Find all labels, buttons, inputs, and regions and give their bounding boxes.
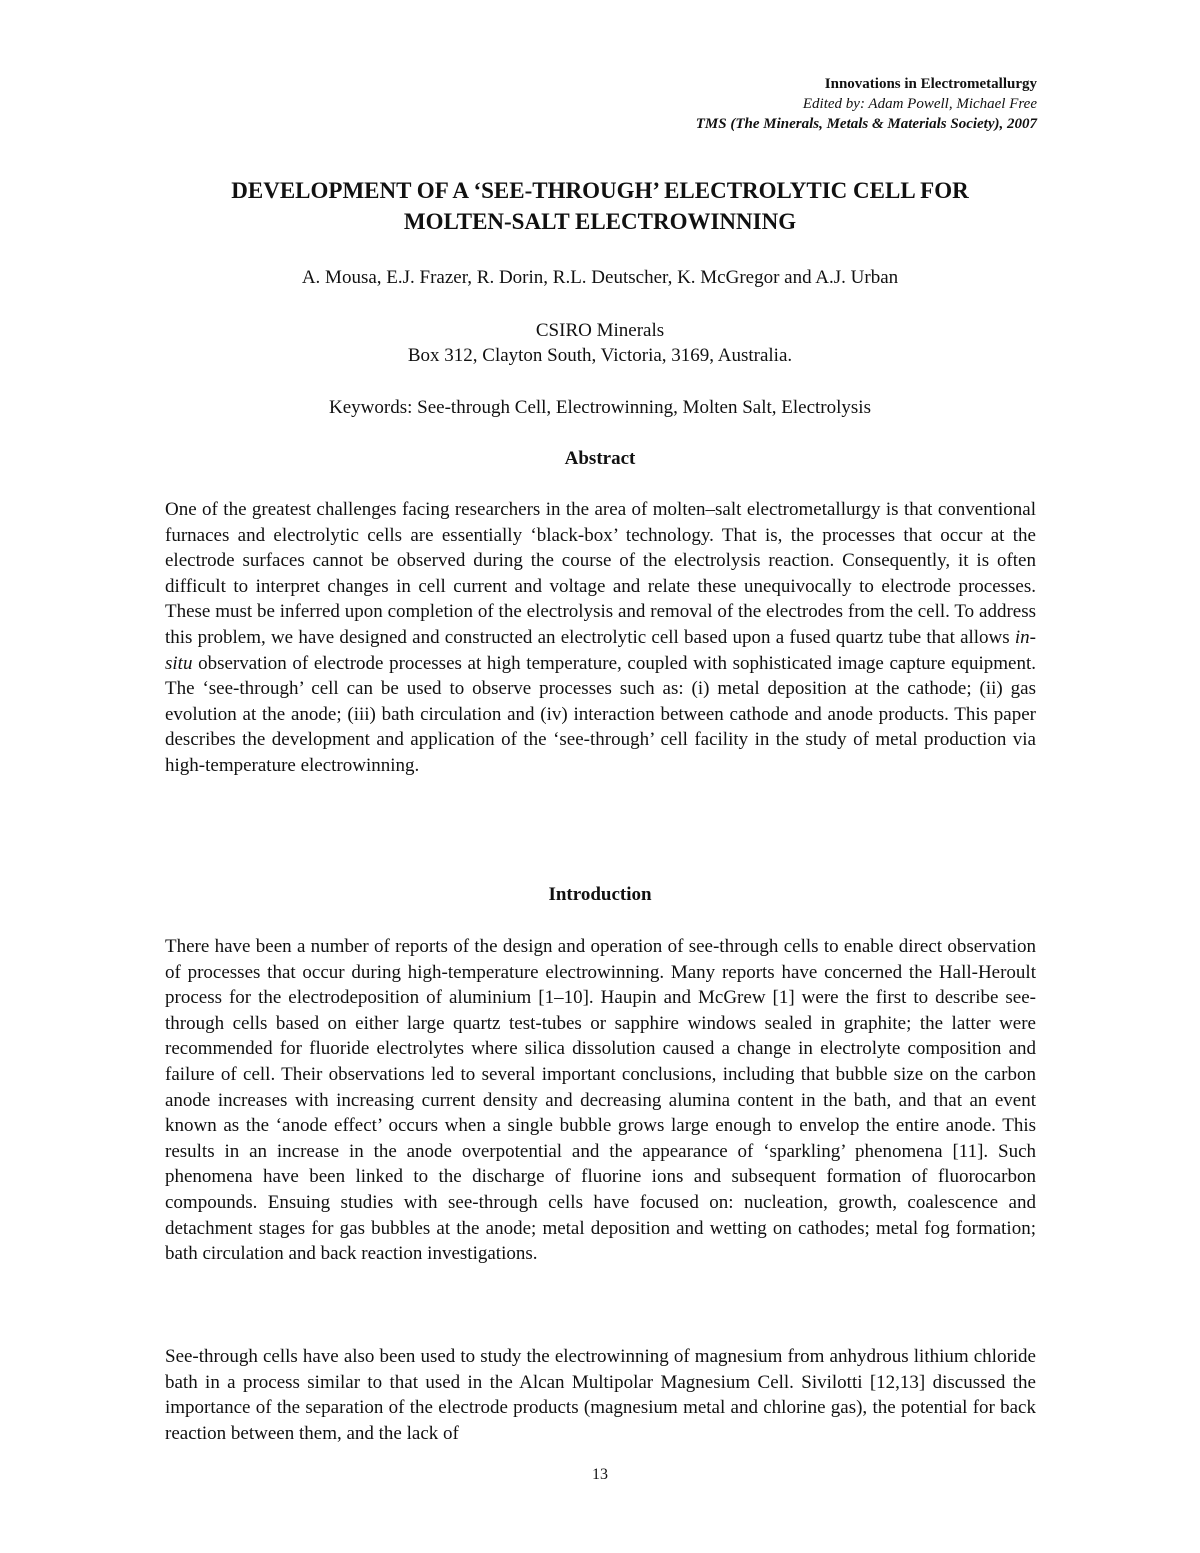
keywords: Keywords: See-through Cell, Electrowinning, Molten Salt, Electrolysis (329, 397, 871, 418)
page-number: 13 (592, 1466, 608, 1483)
abstract-heading: Abstract (564, 448, 636, 469)
introduction-paragraph-2: See-through cells have also been used to study the electrowinning of magnesium from anhydrous lithium chloride bath in a process similar to that used in the Alcan Multipolar Magnesium Cell. Sivilotti [12,13] discussed the importance of the separation of the electrode products (magnesium metal and chlorine gas), the potential for back reaction between them, and the lack of (165, 1346, 1036, 1444)
editors: Edited by: Adam Powell, Michael Free (802, 96, 1037, 112)
introduction-heading: Introduction (548, 884, 652, 905)
authors: A. Mousa, E.J. Frazer, R. Dorin, R.L. Deutscher, K. McGregor and A.J. Urban (301, 267, 899, 288)
paper-title (160, 175, 1040, 237)
abstract-italic-term: in-situ (165, 626, 1036, 674)
abstract-text-part-2: observation of electrode processes at high temperature, coupled with sophisticated image capture equipment. The ‘see-through’ cell can be used to observe processes such as: (i) metal deposition at the cathode; (ii) gas evolution at the anode; (iii) bath circulation and (iv) interaction between cathode and anode products. This paper describes the development and application of the ‘see-through’ cell facility in the study of metal production via high-temperature electrowinning. (165, 652, 1036, 776)
title-line-2: MOLTEN-SALT ELECTROWINNING (403, 209, 797, 234)
affiliation-address: Box 312, Clayton South, Victoria, 3169, Australia. (407, 345, 793, 366)
introduction-paragraph-1: There have been a number of reports of the design and operation of see-through cells to enable direct observation of processes that occur during high-temperature electrowinning. Many reports have concerned the Hall-Heroult process for the electrodeposition of aluminium [1–10]. Haupin and McGrew [1] were the first to describe see-through cells based on either large quartz test-tubes or sapphire windows sealed in graphite; the latter were recommended for fluoride electrolytes where silica dissolution caused a change in electrolyte composition and failure of cell. Their observations led to several important conclusions, including that bubble size on the carbon anode increases with increasing current density and decreasing alumina content in the bath, and that an event known as the ‘anode effect’ occurs when a single bubble grows large enough to envelop the entire anode. This results in an increase in the anode overpotential and the appearance of ‘sparkling’ phenomena [11]. Such phenomena have been linked to the discharge of fluorine ions and subsequent formation of fluorocarbon compounds. Ensuing studies with see-through cells have focused on: nucleation, growth, coalescence and detachment stages for gas bubbles at the anode; metal deposition and wetting on cathodes; metal fog formation; bath circulation and back reaction investigations. (165, 936, 1036, 1265)
title-line-1: DEVELOPMENT OF A ‘SEE-THROUGH’ ELECTROLYTIC CELL FOR (231, 178, 969, 203)
abstract-text (165, 497, 1036, 779)
publisher: TMS (The Minerals, Metals & Materials Society), 2007 (695, 116, 1037, 132)
affiliation-org: CSIRO Minerals (535, 320, 665, 341)
book-title: Innovations in Electrometallurgy (824, 76, 1037, 92)
abstract-text-part-1: One of the greatest challenges facing researchers in the area of molten–salt electrometallurgy is that conventional furnaces and electrolytic cells are essentially ‘black-box’ technology. That is, the processes that occur at the electrode surfaces cannot be observed during the course of the electrolysis reaction. Consequently, it is often difficult to interpret changes in cell current and voltage and relate these unequivocally to electrode processes. These must be inferred upon completion of the electrolysis and removal of the electrodes from the cell. To address this problem, we have designed and constructed an electrolytic cell based upon a fused quartz tube that allows (165, 499, 1036, 648)
running-header (696, 74, 1037, 134)
